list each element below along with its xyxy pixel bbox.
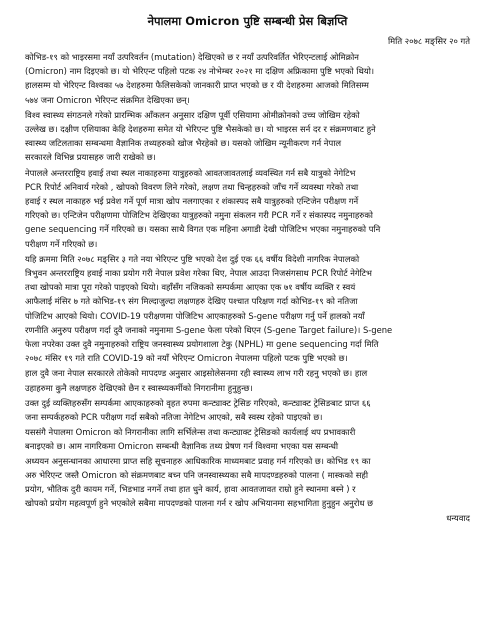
text-line: पोजिटिभ आएको थियो। COVID-19 परीक्षणमा पोजिटिभ आएकाहरुको S-gene परीक्षण गर्नु पर्ने हालको नयाँ xyxy=(25,310,365,321)
text-line: ५७४ जना Omicron भेरिएन्ट संक्रमित देखिएका छन्। xyxy=(25,94,190,105)
text-line: सरकारले विभिन्न प्रयासहरु जारी राखेको छ। xyxy=(25,152,156,163)
text-line: प्रयोग, भौतिक दुरी कायम गर्ने, भिडभाड नगर्ने तथा हात धुने कार्य, हावा आवतजावत राम्रो हुने स्थानमा बस्ने ) र xyxy=(25,484,356,495)
paragraph xyxy=(25,50,470,107)
text-line: जना सम्पर्कहरुको PCR परीक्षण गर्दा सबैको नतिजा नेगेटिभ आएको, सबै स्वस्थ रहेको पाइएको छ। xyxy=(25,412,323,423)
paragraph xyxy=(25,252,470,366)
text-line: यससंगै नेपालमा Omicron को निगरानीका लागि सर्भिलेन्स तथा कन्ट्याक्ट ट्रेसिङको कार्यलाई थप प्रभावकारी xyxy=(25,427,356,438)
document-title: नेपालमा Omicron पुष्टि सम्बन्धी प्रेस बिज्ञप्ति xyxy=(147,14,348,28)
text-line: PCR रिपोर्ट अनिवार्य गरेको , खोपको विवरण लिने गरेको, लक्षण तथा चिन्हहरुको जाँच गर्ने व्यवस्था गरेको तथा xyxy=(25,181,359,192)
text-line: नेपालले अन्तरराष्ट्रिय हवाई तथा स्थल नाकाहरुमा यात्रुहरुको आवतजावतलाई व्यवस्थित गर्न सबै यात्रुको नेगेटिभ xyxy=(25,167,356,178)
closing-text: धन्यवाद xyxy=(446,512,470,523)
text-line: बनाइएको छ। आम नागरिकमा Omicron सम्बन्धी वैज्ञानिक तथ्य प्रेषण गर्न विश्वमा भएका यस सम्बन्धी xyxy=(25,441,339,452)
text-line: हाल दुवै जना नेपाल सरकारले तोकेको मापदण्ड अनुसार आइसोलेसनमा रही स्वास्थ्य लाभ गरी रहनु भएको छ। हाल xyxy=(25,368,368,379)
paragraph xyxy=(25,166,470,251)
paragraph xyxy=(25,396,470,424)
text-line: अरु भेरिएन्ट जस्तै Omicron को संक्रमणबाट बच्न पनि जनस्वास्थ्यका सबै मापदण्डहरुको पालना ( मास्कको सही xyxy=(25,469,369,480)
text-line: गरिएको छ। एन्टिजेन परीक्षणमा पोजिटिभ देखिएका यात्रुहरुको नमुना संकलन गरी PCR गर्ने र संकास्पद नमुनाहरुको xyxy=(25,210,373,221)
text-line: परीक्षण गर्ने गरिएको छ। xyxy=(25,238,98,249)
paragraph xyxy=(25,366,470,394)
paragraph xyxy=(25,108,470,165)
text-line: स्वास्थ्य जटिलताका सम्बन्धमा वैज्ञानिक तथ्यहरुको खोज भैरहेको छ। यसको जोखिम न्यूनीकरण गर्न नेपाल xyxy=(25,138,342,149)
text-line: अध्ययन अनुसन्धानका आधारमा प्राप्त सहि सूचनाहरु आधिकारिक माध्यमबाट प्रवाह गर्न गरिएको छ। कोभिड १९ का xyxy=(25,455,371,466)
document-body xyxy=(25,50,470,511)
text-line: हालसम्म यो भेरिएन्ट विश्वका ५७ देशहरुमा फैलिसकेको जानकारी प्राप्त भएको छ र यी देशहरुमा आजको मितिसम्म xyxy=(25,80,369,91)
text-line: कोभिड-१९ को भाइरसमा नयाँ उत्परिवर्तन (mutation) देखिएको छ र नयाँ उत्परिवर्तित भेरिएन्टलाई ओमिक्रोन xyxy=(25,52,359,62)
text-line: यहि क्रममा मिति २०७८ मङ्सिर ३ गते नया भेरिएन्ट पुष्टि भएको देश दुई एक ६६ वर्षीय विदेशी नागरिक नेपालको xyxy=(25,253,360,264)
text-line: हवाई र स्थल नाकाहरु भई प्रवेश गर्ने पूर्ण मात्रा खोप नलगाएका र शंकास्पद सबै यात्रुहरुको एन्टिजेन परीक्षण गर्ने xyxy=(25,196,359,207)
text-line: उहाहरुमा कुनै लक्षणहरु देखिएको छैन र स्वास्थ्यकर्मीको निगरानीमा हुनुहुन्छ। xyxy=(25,382,253,393)
text-line: उक्त दुई व्यक्तिहरुसँग सम्पर्कमा आएकाहरुको वृहत रुपमा कन्ट्याक्ट ट्रेसिङ गरिएको, कन्ट्याक्ट ट्रेसिङबाट प्राप्त ६६ xyxy=(25,397,371,408)
text-line: उल्लेख छ। दक्षीण एशियाका केहि देशहरुमा समेत यो भेरिएन्ट पुष्टि भैसकेको छ। यो भाइरस सर्न दर र संक्रमणबाट हुने xyxy=(25,124,376,135)
text-line: विश्व स्वास्थ्य संगठनले गरेको प्रारम्भिक आँकलन अनुसार दक्षिण पूर्वी एसियामा ओमीक्रोनको उच्च जोखिम रहेको xyxy=(25,109,360,120)
text-line: (Omicron) नाम दिइएको छ। यो भेरिएन्ट पहिलो पटक २४ नोभेम्बर २०२१ मा दक्षिण अफ्रिकामा पुष्टि भएको थियो। xyxy=(25,66,375,77)
text-line: तथा खोपको मात्रा पूरा गरेको पाइएको थियो। वहाँसँग नजिकको सम्पर्कमा आएका एक ७१ वर्षीय व्यक्ति र स्वयं xyxy=(25,282,356,293)
text-line: gene sequencing गर्ने गरिएको छ। यसका साथै विगत एक महिना अगाडी देखी पोजिटिभ भएका नमुनाहरुको पनि xyxy=(25,224,381,235)
text-line: २०७८ मंसिर १९ गते राति COVID-19 को नयाँ भेरिएन्ट Omicron नेपालमा पहिलो पटक पुष्टि भएको छ। xyxy=(25,353,348,364)
text-line: आफैलाई मंसिर ७ गते कोभिड-१९ संग मिल्दाजुल्दा लक्षणहरु देखिए पश्चात परिक्षण गर्दा कोभिड-१९ को नतिजा xyxy=(25,296,358,307)
text-line: फेला नपरेका उक्त दुवै नमुनाहरुको राष्ट्रिय जनस्वास्थ्य प्रयोगशाला टेकु (NPHL) मा gene sequencing गर्दा मिति xyxy=(25,339,379,350)
document-date: मिति २०७८ मङ्सिर २० गते xyxy=(388,36,470,46)
text-line: त्रिभुवन अन्तरराष्ट्रिय हवाई नाका प्रयोग गरी नेपाल प्रवेश गरेका थिए, नेपाल आउदा निजसंगसाथ PCR रिपोर्ट नेगेटिभ xyxy=(25,268,372,279)
paragraph xyxy=(25,425,470,510)
text-line: रणनीति अनुरुप परीक्षण गर्दा दुवै जनाको नमुनामा S-gene फेला परेको थिएन (S-gene Target failure)। S-gene xyxy=(25,324,393,335)
text-line: खोपको प्रयोग महत्वपूर्ण हुने भएकोले सबैमा मापदण्डको पालना गर्न र खोप अभियानमा सहभागिता हुनुहुन अनुरोध छ xyxy=(25,498,374,509)
